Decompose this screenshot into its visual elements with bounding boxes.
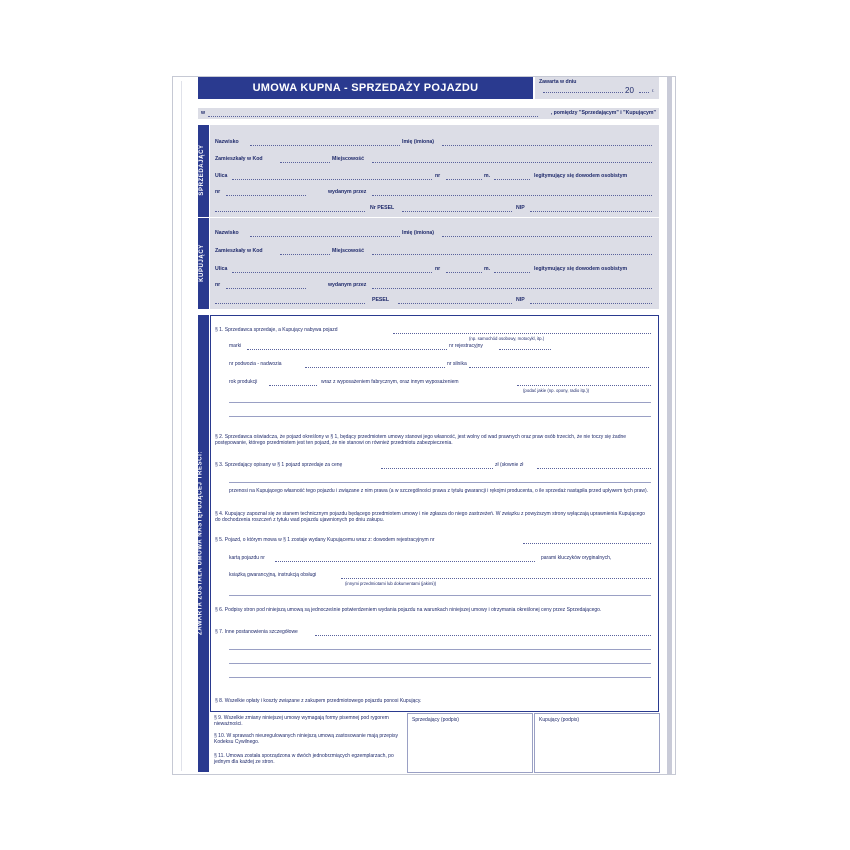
p3-text: § 3. Sprzedający opisany w § 1 pojazd sprzedaje za cenę xyxy=(215,462,343,468)
seller-firstname-label: Imię (imiona) xyxy=(402,139,434,145)
seller-issued-label: wydanym przez xyxy=(328,189,367,195)
final-clauses xyxy=(210,713,405,771)
contract-side-bar xyxy=(198,315,209,772)
buyer-idno-field[interactable] xyxy=(226,288,306,289)
date-box xyxy=(535,77,659,99)
seller-nip-label: NIP xyxy=(516,205,525,211)
p1-hint: (np. samochód osobowy, motocykl, itp.) xyxy=(469,336,545,341)
seller-surname-label: Nazwisko xyxy=(215,139,239,145)
seller-code-label: Zamieszkały w Kod xyxy=(215,156,263,162)
p9-text: § 9. Wszelkie zmiany niniejszej umowy wymagają formy pisemnej pod rygorem nieważności. xyxy=(214,715,389,728)
buyer-code-label: Zamieszkały w Kod xyxy=(215,248,263,254)
buyer-city-label: Miejscowość xyxy=(332,248,365,254)
buyer-flat-label: m. xyxy=(484,266,491,272)
p7-text: § 7. Inne postanowienia szczegółowe xyxy=(215,629,298,635)
p5-text: § 5. Pojazd, o którym mowa w § 1 zostaje wydany Kupującemu wraz z: dowodem rejestracyjnym nr xyxy=(215,537,435,543)
booklet-label: książką gwarancyjną, instrukcją obsługi xyxy=(229,572,317,578)
buyer-house-field[interactable] xyxy=(446,272,482,273)
seller-pesel-label: Nr PESEL xyxy=(370,205,395,211)
p7-field[interactable] xyxy=(315,635,651,636)
left-margin xyxy=(175,81,182,771)
engine-label: nr silnika xyxy=(447,361,467,367)
equipment-line-3[interactable] xyxy=(229,416,651,417)
seller-city-label: Miejscowość xyxy=(332,156,365,162)
booklet-hint: (innymi przedmiotami lub dokumentami (jakimi)) xyxy=(345,581,437,586)
buyer-extra-field[interactable] xyxy=(215,303,365,304)
seller-idno-label: nr xyxy=(215,189,221,195)
seller-firstname-field[interactable] xyxy=(442,145,652,146)
buyer-pesel-label: PESEL xyxy=(372,297,390,303)
seller-section xyxy=(210,125,659,217)
seller-street-label: Ulica xyxy=(215,173,228,179)
p11-text: § 11. Umowa została sporządzona w dwóch jednobrzmiących egzemplarzach, po jednym dla każdej ze stron. xyxy=(214,753,394,766)
seller-city-field[interactable] xyxy=(372,162,652,163)
buyer-surname-label: Nazwisko xyxy=(215,230,239,236)
seller-house-field[interactable] xyxy=(446,179,482,180)
equipment-field[interactable] xyxy=(517,385,651,386)
buyer-street-label: Ulica xyxy=(215,266,228,272)
keys-label: parami kluczyków oryginalnych, xyxy=(541,555,612,561)
place-prefix: w xyxy=(201,110,206,116)
seller-street-field[interactable] xyxy=(232,179,432,180)
seller-idno-field[interactable] xyxy=(226,195,306,196)
right-edge-bar xyxy=(667,77,672,774)
reg-field[interactable] xyxy=(499,349,551,350)
buyer-firstname-label: Imię (imiona) xyxy=(402,230,434,236)
buyer-section-label: KUPUJĄCY xyxy=(199,244,205,282)
chassis-field[interactable] xyxy=(305,367,445,368)
year-suffix: r. xyxy=(652,88,655,93)
engine-field[interactable] xyxy=(469,367,649,368)
buyer-issued-label: wydanym przez xyxy=(328,282,367,288)
seller-extra-field[interactable] xyxy=(215,211,365,212)
p7-line-3[interactable] xyxy=(229,663,651,664)
seller-section-label: SPRZEDAJĄCY xyxy=(199,144,205,196)
year-label: rok produkcji xyxy=(229,379,258,385)
buyer-id-label: legitymujący się dowodem osobistym xyxy=(534,266,628,272)
year-prefix: 20 xyxy=(625,86,634,95)
p1-vehicle-field[interactable] xyxy=(393,333,651,334)
buyer-surname-field[interactable] xyxy=(250,236,400,237)
make-label: marki xyxy=(229,343,242,349)
p3-continuation: przenosi na Kupującego własność tego pojazdu i związane z nim prawa (a w szczególności prawa z tytułu gwarancji i rękojmi producenta, o ile sprzedaż nastąpiła przed upływem tych praw). xyxy=(229,488,649,494)
p7-line-2[interactable] xyxy=(229,649,651,650)
equipment-line-2[interactable] xyxy=(229,402,651,403)
seller-pesel-field[interactable] xyxy=(402,211,512,212)
year-field-vehicle[interactable] xyxy=(269,385,317,386)
price-field[interactable] xyxy=(381,468,493,469)
between-label: , pomiędzy "Sprzedającym" i "Kupującym" xyxy=(550,110,656,116)
contract-body xyxy=(210,315,659,712)
seller-issued-field[interactable] xyxy=(372,195,652,196)
contract-form xyxy=(172,76,676,775)
chassis-label: nr podwozia - nadwozia xyxy=(229,361,282,367)
p10-text: § 10. W sprawach nieuregulowanych niniejszą umową zastosowanie mają przepisy Kodeksu Cywilnego. xyxy=(214,733,398,746)
page-title: UMOWA KUPNA - SPRZEDAŻY POJAZDU xyxy=(252,82,479,94)
p3-zl: zł (słownie zł xyxy=(495,462,524,468)
reg-cert-field[interactable] xyxy=(523,543,651,544)
title-bar xyxy=(198,77,533,99)
buyer-flat-field[interactable] xyxy=(494,272,530,273)
buyer-issued-field[interactable] xyxy=(372,288,652,289)
p8-text: § 8. Wszelkie opłaty i koszty związane z zakupem przedmiotowego pojazdu ponosi Kupujący. xyxy=(215,698,422,704)
make-field[interactable] xyxy=(247,349,447,350)
contract-side-label: ZAWARTA ZOSTAŁA UMOWA NASTĘPUJĄCEJ TREŚCI: xyxy=(197,451,204,635)
seller-signature-label: Sprzedający (podpis) xyxy=(412,717,459,723)
p4-text: § 4. Kupujący zapoznał się ze stanem technicznym pojazdu będącego przedmiotem umowy i nie zgłasza do niego zastrzeżeń. W związku z powyższym strony wyłączają uprawnienia Kupującego do dochodzenia roszczeń z tytułu wad pojazdu ujawnionych po dniu zakupu. xyxy=(215,511,645,524)
booklet-field[interactable] xyxy=(341,578,651,579)
price-words-field[interactable] xyxy=(537,468,651,469)
buyer-street-field[interactable] xyxy=(232,272,432,273)
buyer-code-field[interactable] xyxy=(280,254,330,255)
place-field[interactable] xyxy=(208,116,538,117)
reg-label: nr rejestracyjny xyxy=(449,343,483,349)
seller-surname-field[interactable] xyxy=(250,145,400,146)
buyer-signature-label: Kupujący (podpis) xyxy=(539,717,580,723)
card-field[interactable] xyxy=(275,561,535,562)
concluded-label: Zawarta w dniu xyxy=(539,79,577,85)
buyer-nip-label: NIP xyxy=(516,297,525,303)
seller-nip-field[interactable] xyxy=(530,211,652,212)
p1-text: § 1. Sprzedawca sprzedaje, a Kupujący nabywa pojazd xyxy=(215,327,338,333)
equipment-label: wraz z wyposażeniem fabrycznym, oraz innym wyposażeniem xyxy=(321,379,459,385)
seller-side-bar xyxy=(198,125,209,217)
booklet-line-2[interactable] xyxy=(229,595,651,596)
buyer-house-label: nr xyxy=(435,266,441,272)
seller-code-field[interactable] xyxy=(280,162,330,163)
p2-text: § 2. Sprzedawca oświadcza, że pojazd określony w § 1, będący przedmiotem umowy stanowi jego własność, jest wolny od wad prawnych oraz praw osób trzecich, że nie toczy się żadne postępowanie, którego przedmiotem jest ten pojazd, że nie stanowi on również przedmiotu zabezpieczenia. xyxy=(215,434,627,447)
price-words-line-2[interactable] xyxy=(229,482,651,483)
buyer-idno-label: nr xyxy=(215,282,221,288)
buyer-pesel-field[interactable] xyxy=(398,303,512,304)
p6-text: § 6. Podpisy stron pod niniejszą umową są jednocześnie potwierdzeniem wydania pojazdu na warunkach niniejszej umowy i otrzymania określonej ceny przez Sprzedającego. xyxy=(215,607,602,613)
seller-flat-label: m. xyxy=(484,173,491,179)
buyer-section xyxy=(210,218,659,309)
place-row xyxy=(198,108,659,119)
buyer-firstname-field[interactable] xyxy=(442,236,652,237)
seller-signature-box[interactable] xyxy=(407,713,533,773)
date-field[interactable] xyxy=(543,92,623,93)
equipment-hint: (podać jakie (np. opony, radio itp.)) xyxy=(523,388,590,393)
buyer-nip-field[interactable] xyxy=(530,303,652,304)
buyer-signature-box[interactable] xyxy=(534,713,660,773)
buyer-side-bar xyxy=(198,218,209,309)
seller-house-label: nr xyxy=(435,173,441,179)
card-label: kartą pojazdu nr xyxy=(229,555,265,561)
p7-line-4[interactable] xyxy=(229,677,651,678)
seller-flat-field[interactable] xyxy=(494,179,530,180)
seller-id-label: legitymujący się dowodem osobistym xyxy=(534,173,628,179)
year-field[interactable] xyxy=(639,92,649,93)
buyer-city-field[interactable] xyxy=(372,254,652,255)
